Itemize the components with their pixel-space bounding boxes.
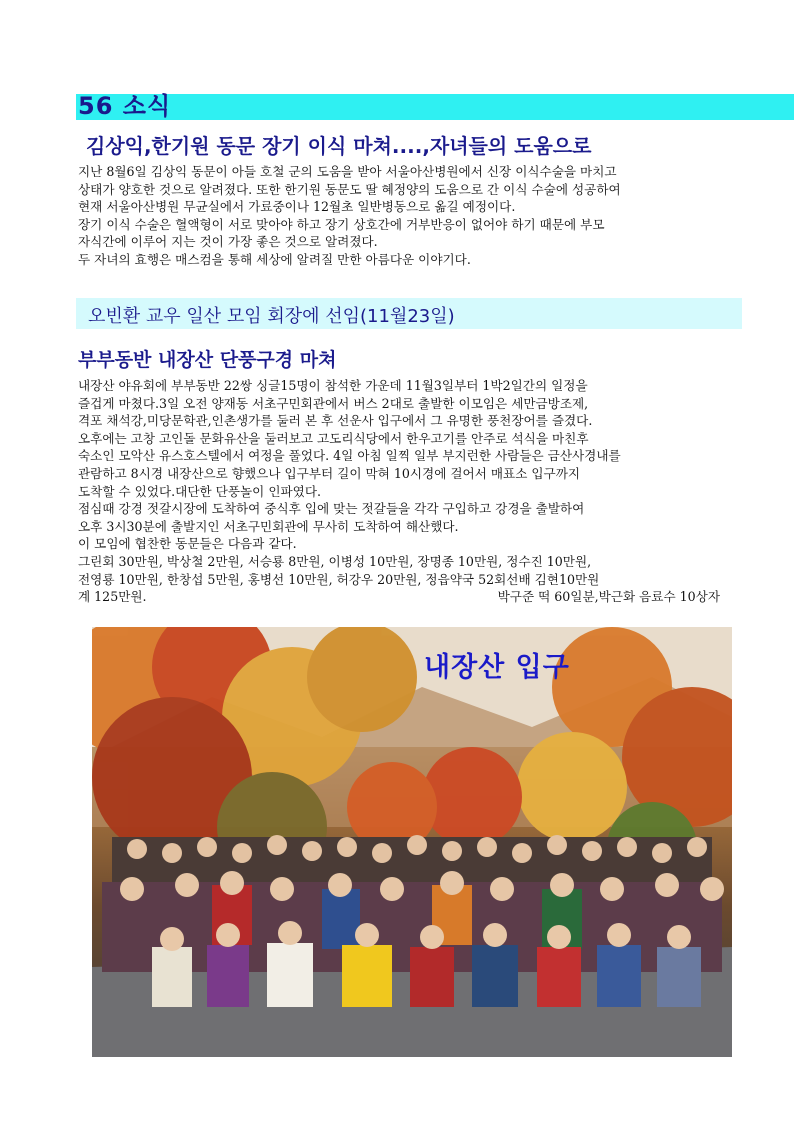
- body-line: 내장산 야유회에 부부동반 22쌍 싱글15명이 참석한 가운데 11월3일부터 1박2일간의 일정을: [78, 378, 588, 393]
- article-title-naejangsan: 부부동반 내장산 단풍구경 마쳐: [78, 349, 337, 371]
- article-title-transplant: 김상익,한기원 동문 장기 이식 마쳐....,자녀들의 도움으로: [86, 134, 592, 158]
- body-line: 즐겁게 마쳤다.3일 오전 양재동 서초구민회관에서 버스 2대로 출발한 이모임은 세만금방조제,: [78, 395, 589, 411]
- body-line: 숙소인 모악산 유스호스텔에서 여정을 풀었다. 4일 아침 일찍 일부 부지런한 사람들은 금산사경내를: [78, 448, 621, 464]
- body-line: 상태가 양호한 것으로 알려졌다. 또한 한기원 동문도 딸 혜정양의 도움으로 간 이식 수술에 성공하여: [78, 181, 621, 197]
- group-photo: [92, 627, 732, 1057]
- body-line: 도착할 수 있었다.대단한 단풍놀이 인파였다.: [78, 483, 321, 499]
- body-line: 관람하고 8시경 내장산으로 향했으나 입구부터 길이 막혀 10시경에 걸어서 매표소 입구까지: [78, 465, 581, 481]
- section-header-bar: [76, 94, 794, 120]
- article-title-ilsan: 오빈환 교우 일산 모임 회장에 선임(11월23일): [88, 306, 455, 327]
- photo-caption: 내장산 입구: [424, 652, 570, 683]
- body-line: 전영룡 10만원, 한창섭 5만원, 홍병선 10만원, 허강우 20만원, 정읍약국 52회선배 김현10만원: [78, 571, 600, 587]
- body-line: 현재 서울아산병원 무균실에서 가료중이나 12월초 일반병동으로 옮길 예정이다.: [78, 199, 516, 215]
- body-line-total: [78, 588, 720, 606]
- body-line: 장기 이식 수술은 혈액형이 서로 맞아야 하고 장기 상호간에 거부반응이 없어야 하기 때문에 부모: [78, 216, 605, 232]
- sponsor-gifts-text: 박구준 떡 60일분,박근화 음료수 10상자: [497, 589, 720, 605]
- body-line: 두 자녀의 효행은 매스컴을 통해 세상에 알려질 만한 아름다운 이야기다.: [78, 251, 471, 267]
- body-line: 오후에는 고창 고인돌 문화유산을 둘러보고 고도리식당에서 한우고기를 안주로 석식을 마친후: [78, 430, 589, 446]
- group-photo-illustration: [92, 627, 732, 1057]
- article-body-naejangsan: [78, 377, 768, 606]
- body-line: 오후 3시30분에 출발지인 서초구민회관에 무사히 도착하여 해산했다.: [78, 518, 459, 534]
- body-line: 이 모임에 협찬한 동문들은 다음과 같다.: [78, 536, 297, 552]
- section-title: 56 소식: [78, 92, 172, 120]
- total-text: 계 125만원.: [78, 589, 147, 605]
- article-body-transplant: [78, 163, 768, 269]
- body-line: 그린회 30만원, 박상철 2만원, 서승룡 8만원, 이병성 10만원, 장명종 10만원, 정수진 10만원,: [78, 553, 592, 569]
- body-line: 점심때 강경 젓갈시장에 도착하여 중식후 입에 맞는 젓갈들을 각각 구입하고 강경을 출발하여: [78, 501, 585, 517]
- body-line: 격포 채석강,미당문학관,인촌생가를 둘러 본 후 선운사 입구에서 그 유명한 풍천장어를 즐겼다.: [78, 413, 593, 429]
- body-line: 자식간에 이루어 지는 것이 가장 좋은 것으로 알려졌다.: [78, 234, 378, 250]
- body-line: 지난 8월6일 김상익 동문이 아들 호철 군의 도움을 받아 서울아산병원에서 신장 이식수술을 마치고: [78, 164, 617, 179]
